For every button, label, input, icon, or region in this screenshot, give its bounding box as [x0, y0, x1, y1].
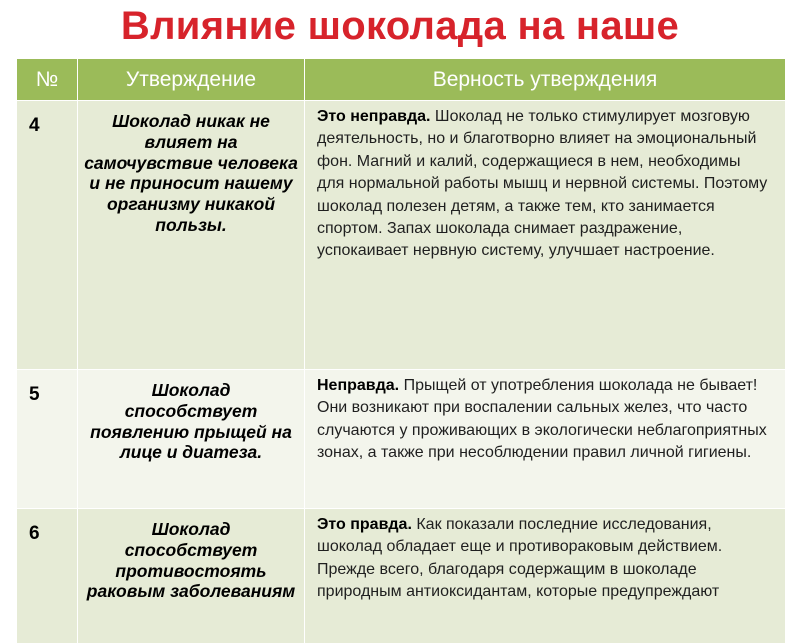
header-claim: Утверждение: [78, 59, 305, 101]
row-number: 5: [17, 370, 78, 509]
row-claim: [78, 509, 305, 644]
table-row: [17, 370, 786, 509]
verdict-text: Как показали последние исследования, шоколад обладает еще и противораковым действием. Прежде всего, благодаря содержащим в шоколаде природным антиоксидантам, которые предупреждают: [317, 516, 723, 601]
verdict-clip: [317, 514, 771, 638]
row-claim: Шоколад способствует появлению прыщей на лице и диатеза.: [78, 370, 305, 509]
header-verdict: Верность утверждения: [305, 59, 786, 101]
row-claim: Шоколад никак не влияет на самочувствие человека и не приносит нашему организму никакой пользы.: [78, 101, 305, 370]
table-header-row: [17, 59, 786, 101]
table-row: [17, 101, 786, 370]
claim-clip: Шоколад способствует противостоять раковым заболеваниям: [86, 519, 296, 602]
verdict-label: Это неправда.: [317, 108, 431, 125]
facts-table: [16, 58, 786, 644]
verdict-label: Неправда.: [317, 377, 400, 394]
row-number: 4: [17, 101, 78, 370]
row-verdict: [305, 101, 786, 370]
table-row: [17, 509, 786, 644]
verdict-text: Прыщей от употребления шоколада не бывает! Они возникают при воспалении сальных желез, что часто случаются у проживающих в экологически неблагоприятных зонах, а также при несоблюдении правил личной гигиены.: [317, 377, 767, 462]
row-verdict: [305, 370, 786, 509]
row-number: 6: [17, 509, 78, 644]
verdict-label: Это правда.: [317, 516, 412, 533]
header-number: №: [17, 59, 78, 101]
row-verdict: [305, 509, 786, 644]
verdict-text: Шоколад не только стимулирует мозговую деятельность, но и благотворно влияет на эмоциональный фон. Магний и калий, содержащиеся в нем, необходимы для нормальной работы мышц и нервной системы. Поэтому шоколад полезен детям, а также тем, кто занимается спортом. Запах шоколада снимает раздражение, успокаивает нервную систему, улучшает настроение.: [317, 108, 768, 260]
slide-title: Влияние шоколада на наше: [120, 4, 680, 48]
